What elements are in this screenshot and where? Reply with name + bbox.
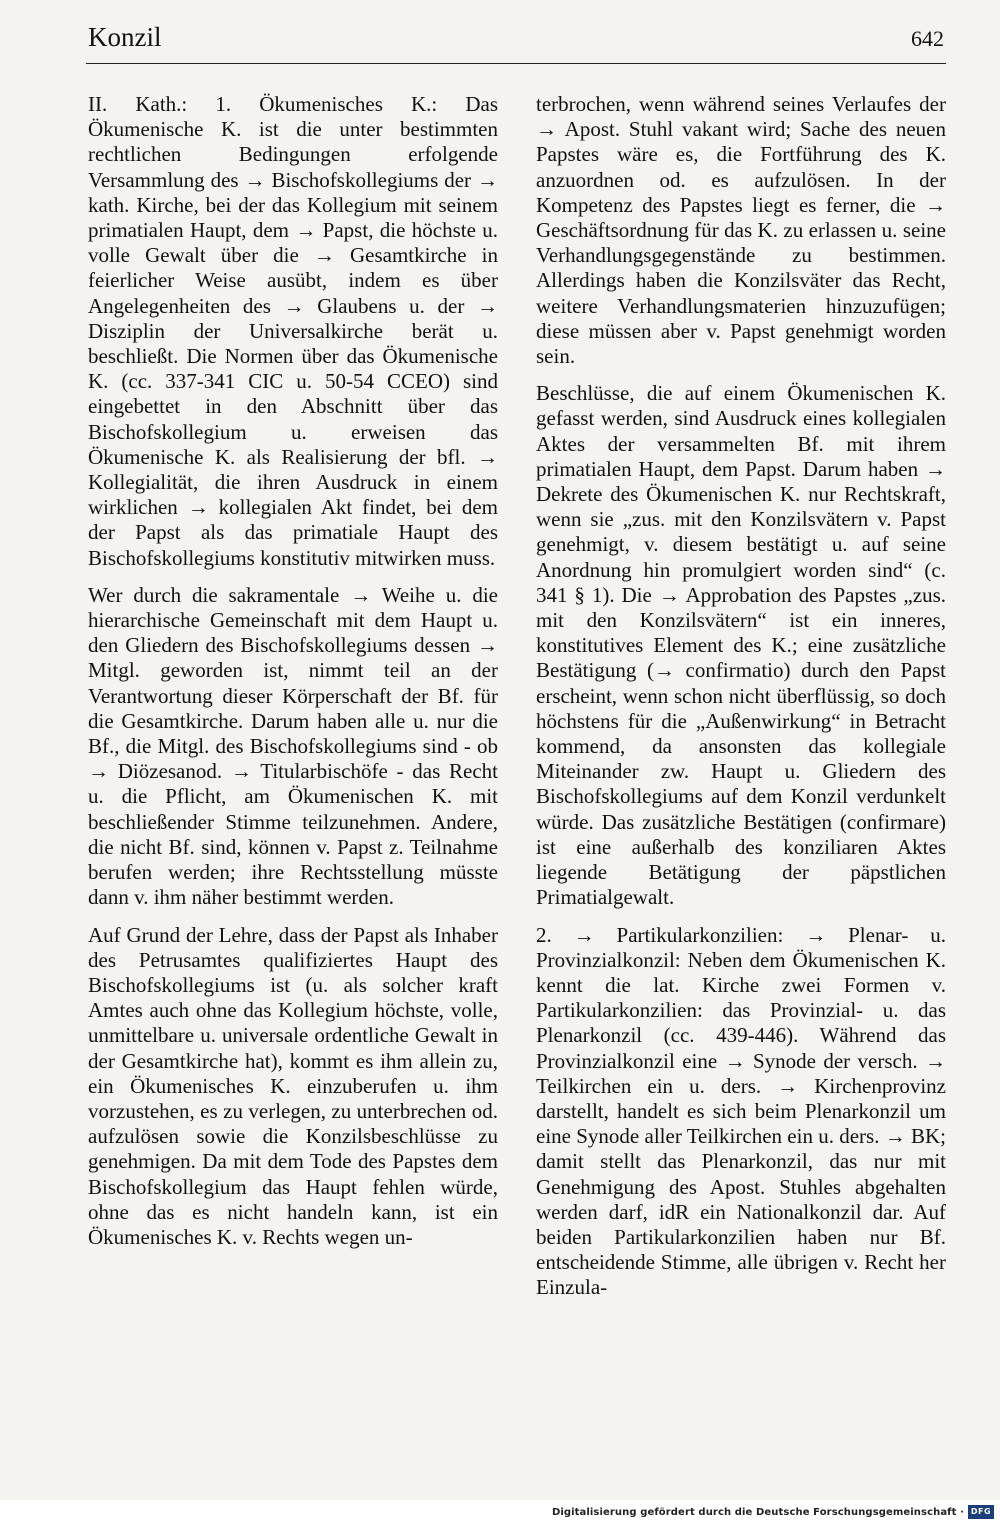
header-rule — [86, 63, 946, 64]
page-number: 642 — [911, 26, 944, 51]
paragraph-teilnahme: Wer durch die sakramentale → Weihe u. die hierarchische Gemeinschaft mit dem Haupt u. den Gliedern des Bischofskollegiums dessen → Mitgl. geworden ist, nimmt teil an der Verantwortung dieser Körperschaft der Bf. für die Gesamtkirche. Darum haben alle u. nur die Bf., die Mitgl. des Bischofskollegiums sind - ob → Diözesanod. → Titularbischöfe - das Recht u. die Pflicht, am Ökumenischen K. mit beschließender Stimme teilzunehmen. Andere, die nicht Bf. sind, können v. Papst z. Teilnahme berufen werden; ihre Rechtsstellung müsste dann v. ihm näher bestimmt werden. — [88, 582, 498, 910]
paragraph-partikularkonzilien: 2. → Partikularkonzilien: → Plenar- u. Provinzialkonzil: Neben dem Ökumenischen K. kennt die lat. Kirche zwei Formen v. Partikularkonzilien: das Provinzial- u. das Plenarkonzil (cc. 439-446). Während das Provinzialkonzil eine → Synode der versch. → Teilkirchen ein u. ders. → Kirchenprovinz darstellt, handelt es sich beim Plenarkonzil um eine Synode aller Teilkirchen ein u. ders. → BK; damit stellt das Plenarkonzil, das nur mit Genehmigung des Apost. Stuhles abgehalten werden darf, idR ein Nationalkonzil dar. Auf beiden Partikularkonzilien haben nur Bf. entscheidende Stimme, alle übrigen v. Recht her Einzula- — [536, 922, 946, 1300]
left-column — [88, 92, 498, 1262]
footer-credit: Digitalisierung gefördert durch die Deutsche Forschungsgemeinschaft · — [551, 1507, 964, 1518]
digitization-footer — [0, 1500, 1000, 1525]
paragraph-papst-einberufung: Auf Grund der Lehre, dass der Papst als Inhaber des Petrusamtes qualifiziertes Haupt des Bischofskollegiums ist (u. als solcher kraft Amtes auch ohne das Kollegium höchste, volle, unmittelbare u. universale ordentliche Gewalt in der Gesamtkirche hat), kommt es ihm allein zu, ein Ökumenisches K. einzuberufen u. ihm vorzustehen, es zu verlegen, zu unterbrechen od. aufzulösen sowie die Konzilsbeschlüsse zu genehmigen. Da mit dem Tode des Papstes dem Bischofskollegium das Haupt fehlen würde, ohne das es nicht handeln kann, ist ein Ökumenisches K. v. Rechts wegen un- — [88, 922, 498, 1249]
paragraph-beschluesse: Beschlüsse, die auf einem Ökumenischen K. gefasst werden, sind Ausdruck eines kollegialen Aktes der versammelten Bf. mit ihrem primatialen Haupt, dem Papst. Darum haben → Dekrete des Ökumenischen K. nur Rechtskraft, wenn sie „zus. mit den Konzilsvätern v. Papst genehmigt, v. diesem bestätigt u. auf seine Anordnung hin promulgiert worden sind“ (c. 341 § 1). Die → Approbation des Papstes „zus. mit den Konzilsvätern“ ist ein inneres, konstitutives Element des K.; eine zusätzliche Bestätigung (→ confirmatio) durch den Papst erscheint, wenn schon nicht überflüssig, so doch höchstens für die „Außenwirkung“ in Betracht kommend, da ansonsten das kollegiale Miteinander zw. Haupt u. Gliedern des Bischofskollegiums auf dem Konzil verdunkelt würde. Das zusätzliche Bestätigen (confirmare) ist eine außerhalb des konziliaren Aktes liegende Betätigung der päpstlichen Primatialgewalt. — [536, 381, 946, 910]
paragraph-papst-einberufung-continued: terbrochen, wenn während seines Verlaufes der → Apost. Stuhl vakant wird; Sache des neuen Papstes wäre es, die Fortführung des K. anzuordnen od. es aufzulösen. In der Kompetenz des Papstes liegt es ferner, die → Geschäftsordnung für das K. zu erlassen u. seine Verhandlungsgegenstände zu bestimmen. Allerdings haben die Konzilsväter das Recht, weitere Verhandlungsmaterien hinzuzufügen; diese müssen aber v. Papst genehmigt worden sein. — [536, 92, 946, 369]
dfg-logo-icon: DFG — [968, 1505, 994, 1519]
right-column — [536, 92, 946, 1313]
running-header — [88, 22, 944, 62]
header-title: Konzil — [88, 22, 162, 52]
paragraph-oekumenisches-konzil: II. Kath.: 1. Ökumenisches K.: Das Ökumenische K. ist die unter bestimmten rechtlichen Bedingungen erfolgende Versammlung des → Bischofskollegiums der → kath. Kirche, bei der das Kollegium mit seinem primatialen Haupt, dem → Papst, die höchste u. volle Gewalt über die → Gesamtkirche in feierlicher Weise ausübt, indem es über Angelegenheiten des → Glaubens u. der → Disziplin der Universalkirche berät u. beschließt. Die Normen über das Ökumenische K. (cc. 337-341 CIC u. 50-54 CCEO) sind eingebettet in den Abschnitt über das Bischofskollegium u. erweisen das Ökumenische K. als Realisierung der bfl. → Kollegialität, die ihren Ausdruck in einem wirklichen → kollegialen Akt findet, bei dem der Papst als das primatiale Haupt des Bischofskollegiums konstitutiv mitwirken muss. — [88, 92, 498, 570]
